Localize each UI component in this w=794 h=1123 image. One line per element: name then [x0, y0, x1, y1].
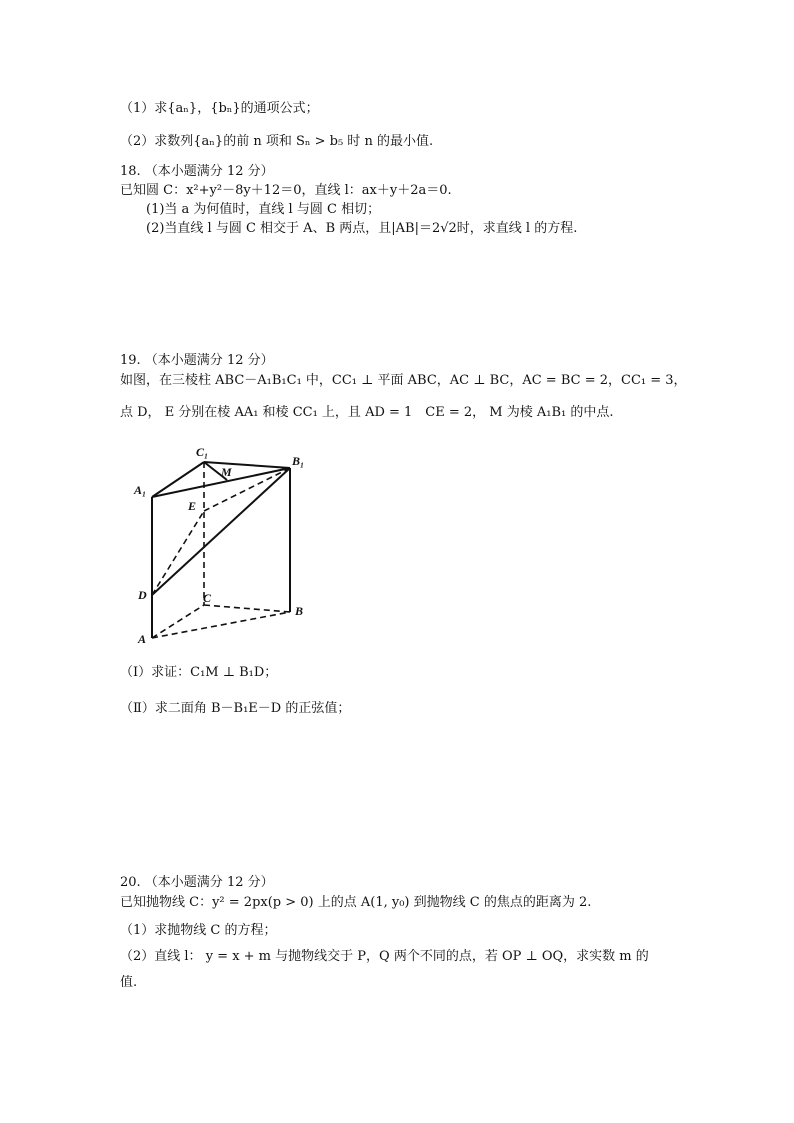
q19-header: 19. （本小题满分 12 分） [120, 353, 274, 368]
label-C1: C₁ [196, 445, 209, 459]
edge-CB-hidden [204, 605, 290, 612]
q17-part1: （1）求{aₙ}，{bₙ}的通项公式； [120, 101, 319, 116]
label-A: A [138, 632, 147, 646]
label-C: C [203, 591, 212, 605]
q20-part1: （1）求抛物线 C 的方程； [120, 923, 277, 938]
label-M: M [221, 465, 232, 479]
q18-part2: (2)当直线 l 与圆 C 相交于 A、B 两点，且|AB|＝2√2时，求直线 l 的方程. [146, 221, 578, 236]
q19-part1: （Ⅰ）求证：C₁M ⊥ B₁D； [120, 665, 278, 680]
q19-stem-line2: 点 D， E 分别在棱 AA₁ 和棱 CC₁ 上，且 AD = 1 CE = 2， M 为棱 A₁B₁ 的中点. [120, 405, 614, 420]
edge-C1B1 [204, 462, 290, 468]
segment-EB1-hidden [204, 468, 290, 511]
q18-stem: 已知圆 C：x²+y²－8y＋12＝0，直线 l：ax＋y＋2a＝0. [120, 183, 452, 198]
q19-stem-line1: 如图，在三棱柱 ABC－A₁B₁C₁ 中，CC₁ ⊥ 平面 ABC，AC ⊥ BC，AC = BC = 2，CC₁ = 3， [120, 373, 687, 388]
q20-part2: （2）直线 l： y = x + m 与抛物线交于 P，Q 两个不同的点，若 OP ⊥ OQ，求实数 m 的 [120, 949, 649, 964]
q20-part2-continued: 值. [120, 975, 138, 990]
q20-header: 20. （本小题满分 12 分） [120, 875, 274, 890]
q18-part1: (1)当 a 为何值时，直线 l 与圆 C 相切； [146, 202, 381, 217]
q17-part2: （2）求数列{aₙ}的前 n 项和 Sₙ > b₅ 时 n 的最小值. [120, 134, 434, 149]
label-B1: B₁ [292, 454, 305, 468]
segment-DB1 [152, 468, 290, 595]
edge-AC-hidden [152, 605, 204, 638]
label-D: D [138, 588, 147, 602]
triangular-prism-figure [130, 440, 330, 650]
label-B: B [295, 604, 304, 618]
label-A1: A₁ [134, 483, 147, 497]
label-E: E [188, 499, 197, 513]
q18-header: 18. （本小题满分 12 分） [120, 164, 274, 179]
q19-part2: （Ⅱ）求二面角 B－B₁E－D 的正弦值； [120, 701, 351, 716]
q20-stem: 已知抛物线 C：y² = 2px(p > 0) 上的点 A(1, y₀) 到抛物线 C 的焦点的距离为 2. [120, 895, 592, 910]
